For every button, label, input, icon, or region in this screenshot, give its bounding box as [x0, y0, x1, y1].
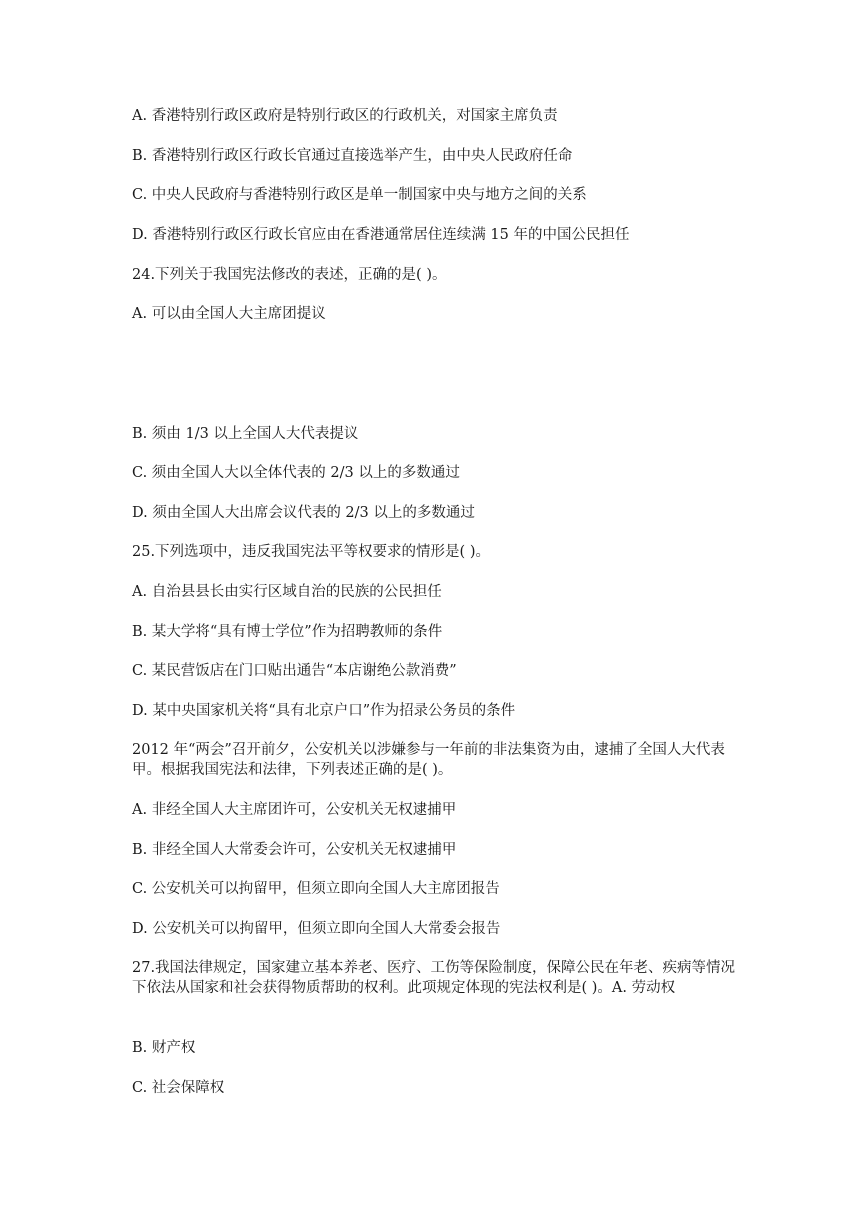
option-26d: D. 公安机关可以拘留甲，但须立即向全国人大常委会报告 [132, 921, 501, 937]
option-23d: D. 香港特别行政区行政长官应由在香港通常居住连续满 15 年的中国公民担任 [132, 227, 630, 243]
option-27b: B. 财产权 [132, 1040, 196, 1056]
option-27c: C. 社会保障权 [132, 1080, 225, 1096]
option-23c: C. 中央人民政府与香港特别行政区是单一制国家中央与地方之间的关系 [132, 187, 587, 203]
option-26b: B. 非经全国人大常委会许可，公安机关无权逮捕甲 [132, 842, 457, 858]
option-25d: D. 某中央国家机关将“具有北京户口”作为招录公务员的条件 [132, 703, 516, 719]
option-26c: C. 公安机关可以拘留甲，但须立即向全国人大主席团报告 [132, 881, 500, 897]
option-26a: A. 非经全国人大主席团许可，公安机关无权逮捕甲 [132, 802, 457, 818]
option-25b: B. 某大学将“具有博士学位”作为招聘教师的条件 [132, 624, 443, 640]
option-24a: A. 可以由全国人大主席团提议 [132, 306, 326, 322]
option-24c: C. 须由全国人大以全体代表的 2/3 以上的多数通过 [132, 465, 460, 481]
option-24b: B. 须由 1/3 以上全国人大代表提议 [132, 426, 359, 442]
option-24d: D. 须由全国人大出席会议代表的 2/3 以上的多数通过 [132, 505, 475, 521]
question-24: 24.下列关于我国宪法修改的表述，正确的是( )。 [132, 267, 447, 283]
option-25c: C. 某民营饭店在门口贴出通告“本店谢绝公款消费” [132, 663, 457, 679]
option-23b: B. 香港特别行政区行政长官通过直接选举产生，由中央人民政府任命 [132, 148, 573, 164]
question-25: 25.下列选项中，违反我国宪法平等权要求的情形是( )。 [132, 544, 490, 560]
question-26: 2012 年“两会”召开前夕，公安机关以涉嫌参与一年前的非法集资为由，逮捕了全国人大代表甲。根据我国宪法和法律，下列表述正确的是( )。 [132, 742, 725, 778]
option-25a: A. 自治县县长由实行区域自治的民族的公民担任 [132, 584, 442, 600]
question-27: 27.我国法律规定，国家建立基本养老、医疗、工伤等保险制度，保障公民在年老、疾病等情况下依法从国家和社会获得物质帮助的权利。此项规定体现的宪法权利是( )。A. 劳动权 [132, 960, 736, 996]
option-23a: A. 香港特别行政区政府是特别行政区的行政机关，对国家主席负责 [132, 108, 558, 124]
